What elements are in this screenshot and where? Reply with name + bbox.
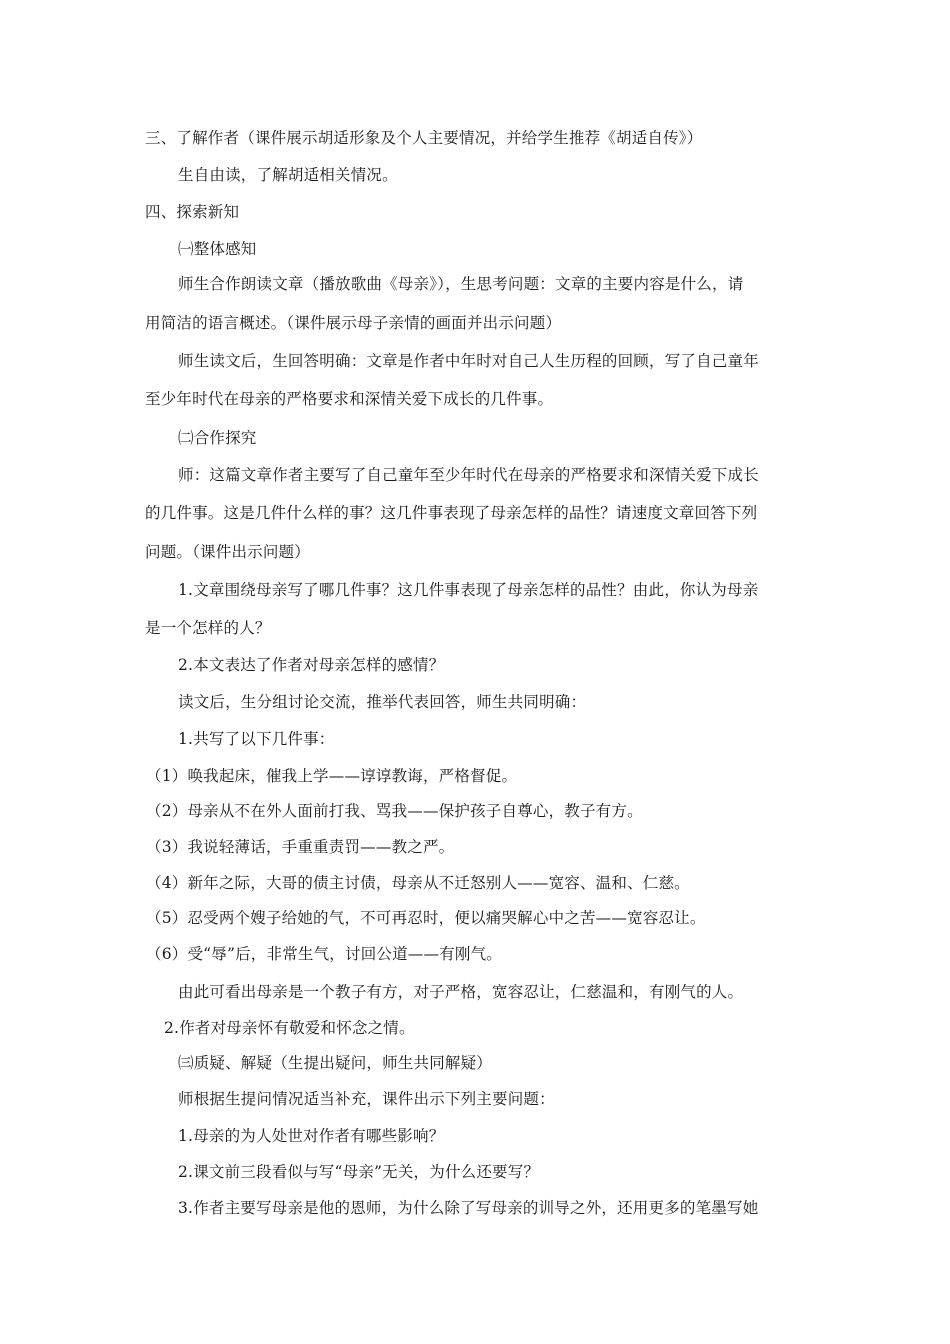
section-heading-know-author: 三、了解作者（课件展示胡适形象及个人主要情况，并给学生推荐《胡适自传》） bbox=[145, 129, 703, 147]
event-item: （2）母亲从不在外人面前打我、骂我——保护孩子自尊心，教子有方。 bbox=[146, 802, 643, 820]
paragraph-continuation: 用简洁的语言概述。（课件展示母子亲情的画面并出示问题） bbox=[145, 314, 562, 332]
paragraph: 读文后，生分组讨论交流，推举代表回答，师生共同明确： bbox=[178, 693, 587, 711]
question-item: 1.母亲的为人处世对作者有哪些影响？ bbox=[178, 1127, 445, 1145]
paragraph-continuation: 的几件事。这是几件什么样的事？这几件事表现了母亲怎样的品性？请速度文章回答下列 bbox=[145, 504, 758, 522]
paragraph: 师生读文后，生回答明确：文章是作者中年时对自己人生历程的回顾，写了自己童年 bbox=[178, 352, 759, 370]
paragraph: 生自由读，了解胡适相关情况。 bbox=[178, 166, 398, 184]
event-item: （5）忍受两个嫂子给她的气，不可再忍时，便以痛哭解心中之苦——宽容忍让。 bbox=[146, 909, 706, 927]
answer-item: 1.共写了以下几件事： bbox=[178, 730, 335, 748]
event-item: （3）我说轻薄话，手重重责罚——教之严。 bbox=[146, 838, 455, 856]
subheading-cooperative-inquiry: ㈡合作探究 bbox=[178, 429, 257, 447]
event-item: （4）新年之际，大哥的债主讨债，母亲从不迁怒别人——宽容、温和、仁慈。 bbox=[146, 874, 690, 892]
section-heading-explore: 四、探索新知 bbox=[145, 203, 240, 221]
question-item: 1.文章围绕母亲写了哪几件事？这几件事表现了母亲怎样的品性？由此，你认为母亲 bbox=[178, 581, 759, 599]
event-item: （1）唤我起床，催我上学——谆谆教诲，严格督促。 bbox=[146, 767, 518, 785]
subheading-question-answer: ㈢质疑、解疑（生提出疑问，师生共同解疑） bbox=[178, 1054, 493, 1072]
question-item: 2.本文表达了作者对母亲怎样的感情？ bbox=[178, 656, 445, 674]
paragraph: 师：这篇文章作者主要写了自己童年至少年时代在母亲的严格要求和深情关爱下成长 bbox=[178, 466, 759, 484]
paragraph: 师根据生提问情况适当补充，课件出示下列主要问题： bbox=[178, 1090, 555, 1108]
question-item-continuation: 是一个怎样的人？ bbox=[145, 619, 271, 637]
paragraph: 师生合作朗读文章（播放歌曲《母亲》），生思考问题：文章的主要内容是什么，请 bbox=[178, 275, 744, 293]
question-item: 3.作者主要写母亲是他的恩师，为什么除了写母亲的训导之外，还用更多的笔墨写她 bbox=[178, 1199, 759, 1217]
paragraph-summary: 由此可看出母亲是一个教子有方，对子严格，宽容忍让，仁慈温和，有刚气的人。 bbox=[178, 983, 744, 1001]
paragraph-continuation: 至少年时代在母亲的严格要求和深情关爱下成长的几件事。 bbox=[145, 390, 554, 408]
answer-item: 2.作者对母亲怀有敬爱和怀念之情。 bbox=[164, 1019, 415, 1037]
question-item: 2.课文前三段看似与写“母亲”无关，为什么还要写？ bbox=[178, 1163, 540, 1181]
paragraph-continuation: 问题。（课件出示问题） bbox=[145, 543, 310, 561]
subheading-overall-perception: ㈠整体感知 bbox=[178, 240, 257, 258]
event-item: （6）受“辱”后，非常生气，讨回公道——有刚气。 bbox=[146, 945, 503, 963]
